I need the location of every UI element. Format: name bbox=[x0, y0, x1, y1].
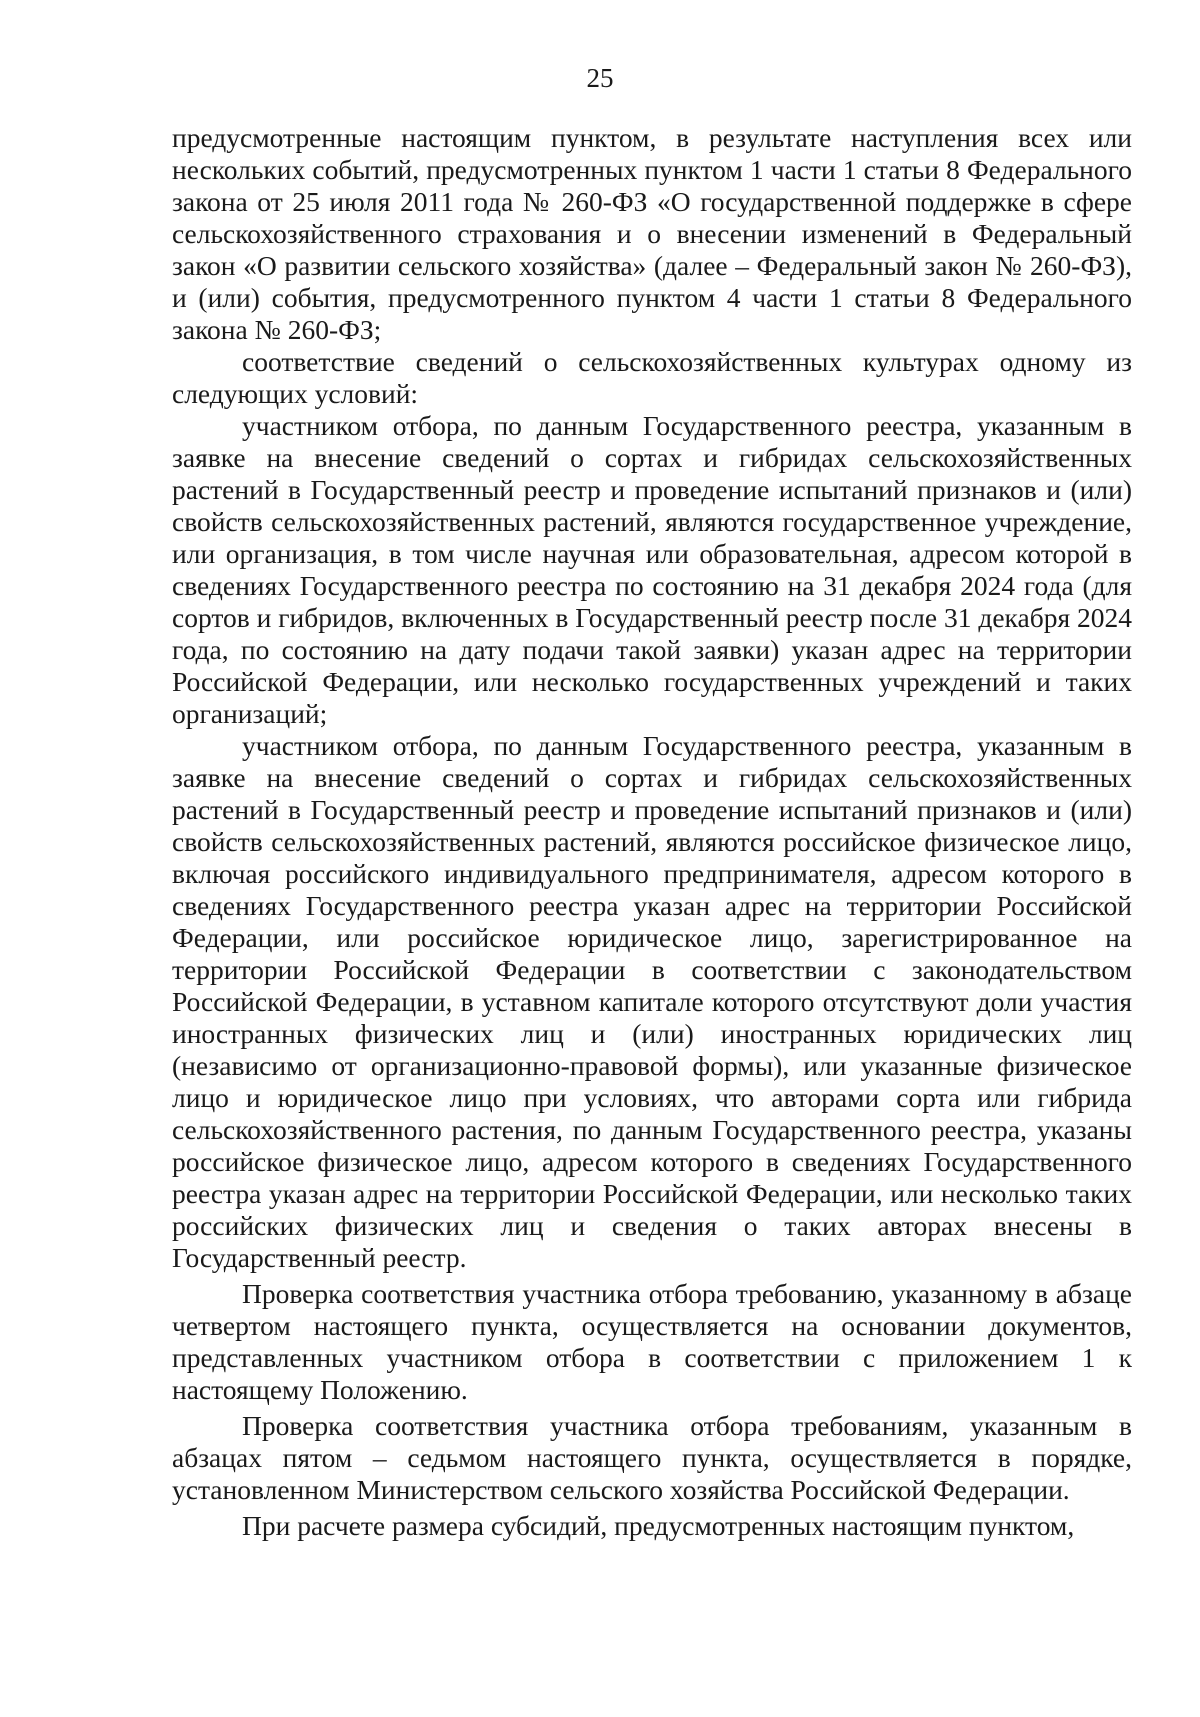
paragraph-condition-intro: соответствие сведений о сельскохозяйственных культурах одному из следующих условий: bbox=[172, 346, 1132, 409]
paragraph-condition-state-institution: участником отбора, по данным Государственного реестра, указанным в заявке на внесение сведений о сортах и гибридах сельскохозяйственных растений в Государственный реестр и проведение испытаний признаков и (или) свойств сельскохозяйственных растений, являются государственное учреждение, или организация, в том числе научная или образовательная, адресом которой в сведениях Государственного реестра по состоянию на 31 декабря 2024 года (для сортов и гибридов, включенных в Государственный реестр после 31 декабря 2024 года, по состоянию на дату подачи такой заявки) указан адрес на территории Российской Федерации, или несколько государственных учреждений и таких организаций; bbox=[172, 410, 1132, 729]
paragraph-verification-fifth-seventh: Проверка соответствия участника отбора требованиям, указанным в абзацах пятом – седьмом настоящего пункта, осуществляется в порядке, установленном Министерством сельского хозяйства Российской Федерации. bbox=[172, 1410, 1132, 1505]
paragraph-verification-fourth: Проверка соответствия участника отбора требованию, указанному в абзаце четвертом настоящего пункта, осуществляется на основании документов, представленных участником отбора в соответствии с приложением 1 к настоящему Положению. bbox=[172, 1278, 1132, 1405]
document-body bbox=[172, 122, 1132, 1542]
page-number: 25 bbox=[586, 63, 614, 93]
paragraph-subsidy-calculation: При расчете размера субсидий, предусмотренных настоящим пунктом, bbox=[242, 1510, 1075, 1541]
paragraph-continuation: предусмотренные настоящим пунктом, в результате наступления всех или нескольких событий, предусмотренных пунктом 1 части 1 статьи 8 Федерального закона от 25 июля 2011 года № 260-ФЗ «О государственной поддержке в сфере сельскохозяйственного страхования и о внесении изменений в Федеральный закон «О развитии сельского хозяйства» (далее – Федеральный закон № 260-ФЗ), и (или) события, предусмотренного пунктом 4 части 1 статьи 8 Федерального закона № 260-ФЗ; bbox=[172, 122, 1132, 345]
paragraph-condition-russian-person: участником отбора, по данным Государственного реестра, указанным в заявке на внесение сведений о сортах и гибридах сельскохозяйственных растений в Государственный реестр и проведение испытаний признаков и (или) свойств сельскохозяйственных растений, являются российское физическое лицо, включая российского индивидуального предпринимателя, адресом которого в сведениях Государственного реестра указан адрес на территории Российской Федерации, или российское юридическое лицо, зарегистрированное на территории Российской Федерации в соответствии с законодательством Российской Федерации, в уставном капитале которого отсутствуют доли участия иностранных физических лиц и (или) иностранных юридических лиц (независимо от организационно-правовой формы), или указанные физическое лицо и юридическое лицо при условиях, что авторами сорта или гибрида сельскохозяйственного растения, по данным Государственного реестра, указаны российское физическое лицо, адресом которого в сведениях Государственного реестра указан адрес на территории Российской Федерации, или несколько таких российских физических лиц и сведения о таких авторах внесены в Государственный реестр. bbox=[172, 730, 1132, 1273]
